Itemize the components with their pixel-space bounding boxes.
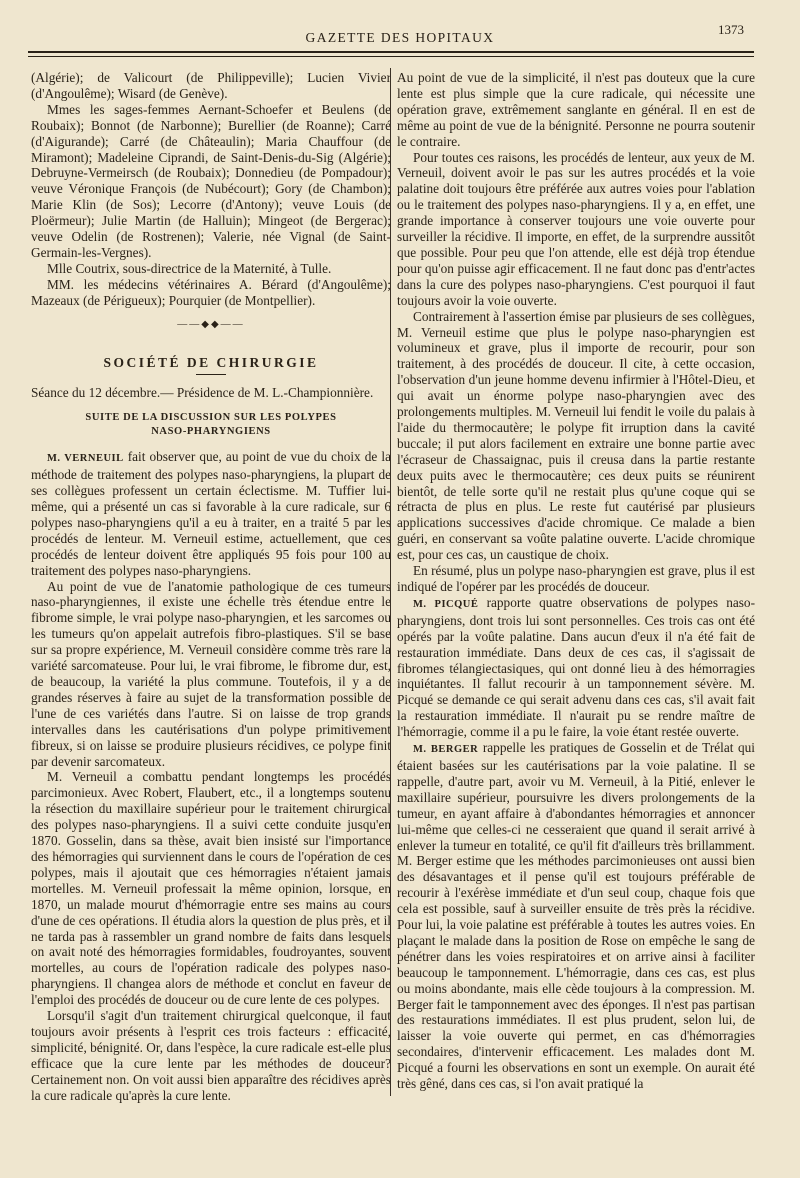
left-paragraph-verneuil (31, 449, 391, 578)
picque-text: rapporte quatre observations de polypes naso-pharyngiens, dont trois lui sont personnelles. Ces trois cas ont été opérés par la voûte palatine. Dans aucun d'eux il n'a été fait de restauration immédiate. Dans deux de ces cas, il s'agissait de fibromes télangiectasiques, qui ont donné lieu à des hémorragies inquiétantes. Il fallut recourir à un tamponnement sévère. M. Picqué se demande ce qui serait advenu dans ces cas, s'il avait fait la restauration immédiate. Il n'aurait pu se rendre maître de l'hémorragie, comme il a pu le faire, la voie étant restée ouverte. (397, 594, 755, 740)
left-paragraph-4: MM. les médecins vétérinaires A. Bérard (d'Angoulême); Mazeaux (de Périgueux); Pourquier (de Montpellier). (31, 276, 391, 308)
right-paragraph-picque (397, 595, 755, 740)
left-paragraph-8: Lorsqu'il s'agit d'un traitement chirurgical quelconque, il faut toujours avoir présents à l'esprit ces trois facteurs : efficacité, simplicité, bénignité. Or, dans l'espèce, la cure radicale est-elle plus efficace que la cure lente par les méthodes de douceur? Certainement non. On voit aussi bien apparaître des récidives après la cure radicale qu'après la cure lente. (31, 1008, 391, 1103)
subheading-line-1: SUITE DE LA DISCUSSION SUR LES POLYPES (85, 412, 337, 424)
section-rule (196, 374, 226, 375)
left-paragraph-7: M. Verneuil a combattu pendant longtemps les procédés parcimonieux. Avec Robert, Flaubert, etc., il a longtemps soutenu la résection du maxillaire supérieur pour le traitement chirurgical des polypes naso-pharyngiens. Il a suivi cette conduite jusqu'en 1870. Gosselin, dans sa thèse, avait bien insisté sur l'importance des hémorragies qui surviennent dans le cours de l'opération de ces polypes, mais il ajoutait que ces hémorragies n'étaient jamais mortelles. M. Verneuil professait la même opinion, lorsque, en 1870, un malade mourut d'hémorragie entre ses mains au cours d'une de ces opérations. Il étudia alors la question de plus près, et il ne tarda pas à rassembler un grand nombre de faits dans lesquels on avait noté des hémorragies formidables, foudroyantes, souvent mortelles, au cours de l'opération radicale des polypes naso-pharyngiens. Il changea alors de méthode et conclut en faveur de l'emploi des procédés de douceur ou de cure lente de ces polypes. (31, 769, 391, 1008)
seance-line: Séance du 12 décembre.— Présidence de M. L.-Championnière. (31, 385, 374, 401)
header-rule-thin (28, 56, 754, 57)
subheading-line-2: NASO-PHARYNGIENS (151, 426, 271, 438)
speaker-verneuil: M. VERNEUIL (47, 453, 124, 465)
page-number: 1373 (718, 22, 744, 37)
right-paragraph-4: En résumé, plus un polype naso-pharyngien est grave, plus il est indiqué de l'opérer par les procédés de douceur. (397, 563, 755, 594)
column-divider (390, 68, 391, 1096)
verneuil-text: fait observer que, au point de vue du choix de la méthode de traitement des polypes naso-pharyngiens, la plupart de ses collègues professent un certain éclectisme. M. Tuffier lui-même, qui a présenté un cas si favorable à la cure radicale, sur 6 polypes naso-pharyngiens qu'il a eu à traiter, en a traité 5 par les procédés de lenteur. M. Verneuil estime, actuellement, que ces procédés de lenteur doivent être appliqués 95 fois pour 100 au traitement des polypes naso-pharyngiens. (31, 449, 391, 578)
header-rule-thick (28, 51, 754, 53)
journal-title: GAZETTE DES HOPITAUX (305, 30, 495, 45)
right-paragraph-3: Contrairement à l'assertion émise par plusieurs de ses collègues, M. Verneuil estime que plus le polype naso-pharyngien est volumineux et grave, plus il importe de recourir, pour son traitement, à des procédés de douceur. Il cite, à cette occasion, l'observation d'un jeune homme devenu infirmier à l'Hôtel-Dieu, et qui avait un énorme polype naso-pharyngien avec des prolongements multiples. M. Verneuil lui fendit le voile du palais à l'aide du thermocautère; le polype fit irruption dans la cavité buccale; il put alors facilement en extraire une bonne partie avec l'écraseur de Chassaignac, puis il creusa dans la partie restante deux puits avec le thermocautère; ces deux puits se réunirent bientôt, de telle sorte qu'il ne restait plus qu'une coque qui se rétracta de plus en plus. Le reste fut cautérisé par plusieurs applications successives d'acide chromique. Ce malade a bien guéri, en conservant sa voûte palatine ouverte. L'acide chromique est, pour ces cas, un caustique de choix. (397, 308, 755, 563)
berger-text: rappelle les pratiques de Gosselin et de Trélat qui étaient basées sur les cautérisations par la voie palatine. Il se rappelle, d'autre part, avoir vu M. Verneuil, à la Pitié, enlever le maxillaire supérieur, poursuivre les divers prolongements de la tumeur, en ayant affaire à d'abondantes hémorragies et annoncer lui-même que celles-ci ne cesseraient que quand il serait arrivé à enlever la tumeur en totalité, ce qu'il fit d'ailleurs très brillamment. M. Berger estime que les méthodes parcimonieuses ont aussi bien des désavantages et il pense qu'il est toujours préférable de recourir à l'exérèse immédiate et d'un seul coup, chaque fois que cela est possible, sauf à surveiller ensuite de très près la récidive. Pour lui, la voie palatine est préférable à toutes les autres voies. En plaçant le malade dans la position de Rose on empêche le sang de pénétrer dans les voies respiratoires et on arrive ainsi à faciliter beaucoup le tamponnement. L'hémorragie, dans ces cas, est plus ou moins abondante, mais elle cède toujours à la compression. M. Berger fait le tamponnement avec des éponges. Il n'est pas partisan des restaurations immédiates. Il est plus prudent, selon lui, de laisser la voie ouverte qui permet, en cas d'hémorragies secondaires, d'intervenir efficacement. Les malades dont M. Picqué a fourni les observations en sont un exemple. On aurait été très gêné, dans ces cas, si l'on avait pratiqué la (397, 740, 755, 1092)
right-paragraph-2: Pour toutes ces raisons, les procédés de lenteur, aux yeux de M. Verneuil, doivent avoir le pas sur les autres procédés et la voie palatine doit toujours être préférée aux autres voies pour l'ablation ou le traitement des polypes naso-pharyngiens. Il y a, en effet, une grande importance à conserver toujours une voie ouverte pour surveiller la récidive. Il importe, en effet, de la surprendre aussitôt que possible. Pour peu que l'on attende, elle est déjà trop étendue pour qu'on puisse agir efficacement. Il ne faut donc pas d'entr'actes dans la cure des polypes naso-pharyngiens. C'est pourquoi il faut toujours avoir la voie ouverte. (397, 149, 755, 308)
right-column (397, 70, 755, 1092)
section-ornament: ——◆◆—— (177, 318, 245, 330)
left-paragraph-6: Au point de vue de l'anatomie pathologique de ces tumeurs naso-pharyngiennes, il existe une échelle très étendue entre le fibrome simple, le vrai polype naso-pharyngien, et les sarcomes ou les tumeurs qu'on appelait autrefois fibro-plastiques. S'il se base sur sa propre expérience, M. Verneuil considère comme très rare la variété sarcomateuse. Pour lui, le vrai fibrome, le fibrome dur, est, de beaucoup, la variété la plus commune. Toutefois, il y a de grandes réserves à faire au sujet de la transformation possible de l'une de ces variétés dans l'autre. Si on laisse de trop grands intervalles dans les cautérisations d'un polype primitivement fibreux, si on laisse se produire plusieurs récidives, ce polype finit par devenir sarcomateux. (31, 578, 391, 769)
left-paragraph-1: (Algérie); de Valicourt (de Philippeville); Lucien Vivier (d'Angoulême); Wisard (de Genève). (31, 70, 391, 101)
speaker-picque: M. PICQUÉ (413, 598, 479, 610)
right-paragraph-berger (397, 740, 755, 1092)
speaker-berger: M. BERGER (413, 744, 479, 756)
right-paragraph-1: Au point de vue de la simplicité, il n'est pas douteux que la cure lente est plus simple que la cure radicale, qui nécessite une opération grave, extrêmement sanglante en général. Il en est de même au point de vue de la bénignité. Personne ne pourra soutenir le contraire. (397, 70, 755, 149)
left-paragraph-3: Mlle Coutrix, sous-directrice de la Maternité, à Tulle. (47, 260, 332, 276)
section-title: SOCIÉTÉ DE CHIRURGIE (103, 354, 319, 370)
discussion-subheading (31, 411, 391, 439)
left-paragraph-2: Mmes les sages-femmes Aernant-Schoefer et Beulens (de Roubaix); Bonnot (de Narbonne); Burellier (de Roanne); Carré (d'Aigurande); Carré (de Châteaulin); Maria Chauffour (de Miramont); Madeleine Ciprandi, de Saint-Denis-du-Sig (Algérie); Debruyne-Vermeirsch (de Roubaix); Donnedieu (de Pompadour); veuve Véronique François (de Nubécourt); Gory (de Chambon); Marie Klin (de Sos); Lecorre (d'Antony); veuve Louis (de Ploërmeur); Julie Martin (de Halluin); Mingeot (de Bergerac); veuve Odelin (de Rostrenen); Valerie, née Vignal (de Saint-Germain-les-Vergnes). (31, 101, 391, 260)
left-column (31, 70, 391, 1103)
